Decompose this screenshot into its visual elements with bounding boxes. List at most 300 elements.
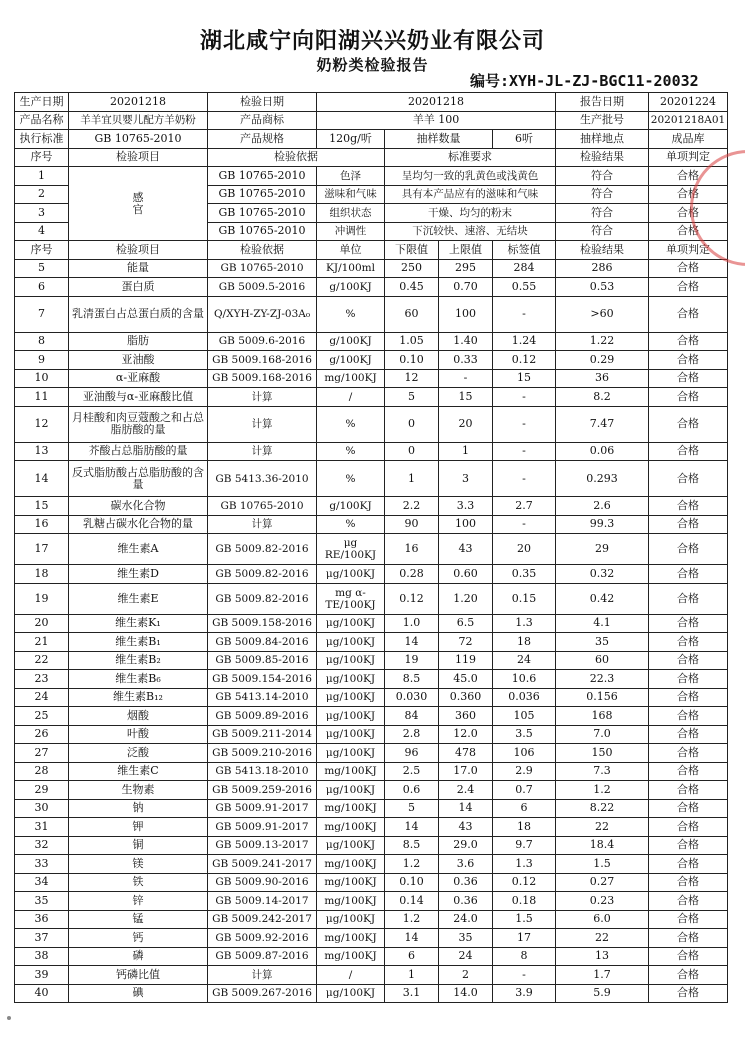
row-basis: 计算 xyxy=(208,515,317,534)
row-result: 0.23 xyxy=(556,892,649,911)
row-judgement: 合格 xyxy=(649,818,728,837)
row-upper-limit: 72 xyxy=(439,633,493,652)
row-upper-limit: 119 xyxy=(439,651,493,670)
sensory-requirement: 呈均匀一致的乳黄色或浅黄色 xyxy=(385,167,556,186)
row-lower-limit: 1.05 xyxy=(385,332,439,351)
row-label-value: 1.3 xyxy=(493,855,556,874)
sensory-basis: GB 10765-2010 xyxy=(208,204,317,223)
row-lower-limit: 0 xyxy=(385,406,439,442)
row-no: 21 xyxy=(15,633,69,652)
row-item: 烟酸 xyxy=(69,707,208,726)
table-row xyxy=(15,461,728,497)
row-basis: 计算 xyxy=(208,388,317,407)
row-lower-limit: 8.5 xyxy=(385,836,439,855)
row-judgement: 合格 xyxy=(649,633,728,652)
row-result: 5.9 xyxy=(556,984,649,1003)
row-label-value: 105 xyxy=(493,707,556,726)
row-unit: g/100KJ xyxy=(317,497,385,516)
row-label-value: 1.5 xyxy=(493,910,556,929)
row-result: 22 xyxy=(556,818,649,837)
row-label-value: - xyxy=(493,442,556,461)
row-item: 维生素B₁₂ xyxy=(69,688,208,707)
sample-place-value: 成品库 xyxy=(649,130,728,149)
row-judgement: 合格 xyxy=(649,744,728,763)
row-upper-limit: 29.0 xyxy=(439,836,493,855)
row-item: 月桂酸和肉豆蔻酸之和占总脂肪酸的量 xyxy=(69,406,208,442)
row-unit: mg/100KJ xyxy=(317,799,385,818)
row-basis: GB 5009.82-2016 xyxy=(208,534,317,565)
row-no: 22 xyxy=(15,651,69,670)
document-number xyxy=(470,70,699,91)
sensory-requirement: 干燥、均匀的粉末 xyxy=(385,204,556,223)
row-unit: % xyxy=(317,515,385,534)
row-basis: GB 5009.91-2017 xyxy=(208,799,317,818)
row-result: 1.2 xyxy=(556,781,649,800)
row-label-value: 15 xyxy=(493,369,556,388)
row-upper-limit: 2.4 xyxy=(439,781,493,800)
row-basis: 计算 xyxy=(208,406,317,442)
row-judgement: 合格 xyxy=(649,688,728,707)
table-row xyxy=(15,534,728,565)
header-no: 序号 xyxy=(15,241,69,260)
row-lower-limit: 0.030 xyxy=(385,688,439,707)
sample-qty-value: 6听 xyxy=(493,130,556,149)
sensory-requirement: 具有本产品应有的滋味和气味 xyxy=(385,185,556,204)
row-judgement: 合格 xyxy=(649,855,728,874)
row-no: 17 xyxy=(15,534,69,565)
row-unit: μg/100KJ xyxy=(317,984,385,1003)
table-row xyxy=(15,670,728,689)
sensory-judgement: 合格 xyxy=(649,204,728,223)
row-lower-limit: 1 xyxy=(385,966,439,985)
row-item: 维生素K₁ xyxy=(69,614,208,633)
sensory-header-item: 检验项目 xyxy=(69,148,208,167)
row-item: 维生素A xyxy=(69,534,208,565)
row-basis: GB 5413.36-2010 xyxy=(208,461,317,497)
row-label-value: 0.55 xyxy=(493,278,556,297)
row-lower-limit: 2.5 xyxy=(385,762,439,781)
row-unit: μg/100KJ xyxy=(317,744,385,763)
row-unit: mg/100KJ xyxy=(317,929,385,948)
row-unit: g/100KJ xyxy=(317,332,385,351)
row-result: 8.2 xyxy=(556,388,649,407)
row-judgement: 合格 xyxy=(649,910,728,929)
sensory-basis: GB 10765-2010 xyxy=(208,222,317,241)
row-judgement: 合格 xyxy=(649,565,728,584)
row-judgement: 合格 xyxy=(649,369,728,388)
row-basis: GB 5009.89-2016 xyxy=(208,707,317,726)
row-no: 30 xyxy=(15,799,69,818)
report-title: 奶粉类检验报告 xyxy=(316,56,429,74)
table-header-row xyxy=(15,241,728,260)
row-item: 维生素E xyxy=(69,583,208,614)
row-lower-limit: 19 xyxy=(385,651,439,670)
row-upper-limit: 0.36 xyxy=(439,873,493,892)
row-label-value: - xyxy=(493,388,556,407)
row-unit: mg/100KJ xyxy=(317,762,385,781)
header-basis: 检验依据 xyxy=(208,241,317,260)
row-lower-limit: 0 xyxy=(385,442,439,461)
report-date-value: 20201224 xyxy=(649,93,728,112)
row-result: 0.42 xyxy=(556,583,649,614)
row-lower-limit: 2.8 xyxy=(385,725,439,744)
row-label-value: 20 xyxy=(493,534,556,565)
row-upper-limit: 3.3 xyxy=(439,497,493,516)
row-upper-limit: 14 xyxy=(439,799,493,818)
row-lower-limit: 0.10 xyxy=(385,351,439,370)
row-judgement: 合格 xyxy=(649,497,728,516)
row-no: 11 xyxy=(15,388,69,407)
row-judgement: 合格 xyxy=(649,929,728,948)
row-lower-limit: 0.12 xyxy=(385,583,439,614)
row-upper-limit: 360 xyxy=(439,707,493,726)
row-label-value: - xyxy=(493,515,556,534)
row-lower-limit: 3.1 xyxy=(385,984,439,1003)
row-item: 镁 xyxy=(69,855,208,874)
row-lower-limit: 0.45 xyxy=(385,278,439,297)
sensory-header-judge: 单项判定 xyxy=(649,148,728,167)
row-upper-limit: 6.5 xyxy=(439,614,493,633)
row-basis: GB 5413.18-2010 xyxy=(208,762,317,781)
row-unit: / xyxy=(317,966,385,985)
table-row xyxy=(15,296,728,332)
prod-date-value: 20201218 xyxy=(69,93,208,112)
row-basis: GB 5009.158-2016 xyxy=(208,614,317,633)
product-name-label: 产品名称 xyxy=(15,111,69,130)
table-row xyxy=(15,278,728,297)
row-no: 35 xyxy=(15,892,69,911)
row-no: 38 xyxy=(15,947,69,966)
row-upper-limit: 45.0 xyxy=(439,670,493,689)
spec-label: 产品规格 xyxy=(208,130,317,149)
sensory-result: 符合 xyxy=(556,167,649,186)
row-no: 12 xyxy=(15,406,69,442)
table-row xyxy=(15,762,728,781)
row-upper-limit: 1.20 xyxy=(439,583,493,614)
row-no: 27 xyxy=(15,744,69,763)
row-no: 33 xyxy=(15,855,69,874)
row-judgement: 合格 xyxy=(649,614,728,633)
row-label-value: 106 xyxy=(493,744,556,763)
row-unit: μg RE/100KJ xyxy=(317,534,385,565)
row-label-value: 24 xyxy=(493,651,556,670)
row-item: 泛酸 xyxy=(69,744,208,763)
row-lower-limit: 1.2 xyxy=(385,910,439,929)
row-judgement: 合格 xyxy=(649,762,728,781)
table-row xyxy=(15,406,728,442)
row-upper-limit: 24 xyxy=(439,947,493,966)
row-upper-limit: 43 xyxy=(439,818,493,837)
row-item: 能量 xyxy=(69,259,208,278)
row-item: 维生素B₆ xyxy=(69,670,208,689)
sensory-header-no: 序号 xyxy=(15,148,69,167)
binding-hole xyxy=(7,1016,11,1020)
row-result: 0.29 xyxy=(556,351,649,370)
row-label-value: - xyxy=(493,461,556,497)
row-lower-limit: 0.10 xyxy=(385,873,439,892)
info-row-2 xyxy=(15,111,728,130)
row-label-value: 284 xyxy=(493,259,556,278)
row-upper-limit: 3.6 xyxy=(439,855,493,874)
row-lower-limit: 1.2 xyxy=(385,855,439,874)
row-label-value: 0.036 xyxy=(493,688,556,707)
header-high: 上限值 xyxy=(439,241,493,260)
row-judgement: 合格 xyxy=(649,534,728,565)
row-unit: mg/100KJ xyxy=(317,818,385,837)
sensory-judgement: 合格 xyxy=(649,222,728,241)
row-unit: μg/100KJ xyxy=(317,707,385,726)
sensory-result: 符合 xyxy=(556,204,649,223)
row-upper-limit: 43 xyxy=(439,534,493,565)
document-number-value: XYH-JL-ZJ-BGC11-20032 xyxy=(509,72,699,90)
row-lower-limit: 250 xyxy=(385,259,439,278)
row-judgement: 合格 xyxy=(649,296,728,332)
row-result: 2.6 xyxy=(556,497,649,516)
row-item: 碘 xyxy=(69,984,208,1003)
row-lower-limit: 90 xyxy=(385,515,439,534)
row-lower-limit: 96 xyxy=(385,744,439,763)
row-no: 18 xyxy=(15,565,69,584)
row-result: 29 xyxy=(556,534,649,565)
row-upper-limit: - xyxy=(439,369,493,388)
row-result: 1.7 xyxy=(556,966,649,985)
row-basis: GB 5009.259-2016 xyxy=(208,781,317,800)
table-row xyxy=(15,781,728,800)
row-item: 亚油酸 xyxy=(69,351,208,370)
sensory-no: 1 xyxy=(15,167,69,186)
row-judgement: 合格 xyxy=(649,461,728,497)
row-judgement: 合格 xyxy=(649,388,728,407)
prod-date-label: 生产日期 xyxy=(15,93,69,112)
row-result: 6.0 xyxy=(556,910,649,929)
row-no: 10 xyxy=(15,369,69,388)
row-result: 0.06 xyxy=(556,442,649,461)
row-item: 乳糖占碳水化合物的量 xyxy=(69,515,208,534)
row-unit: μg/100KJ xyxy=(317,725,385,744)
row-no: 16 xyxy=(15,515,69,534)
row-label-value: 0.15 xyxy=(493,583,556,614)
header-item: 检验项目 xyxy=(69,241,208,260)
row-result: 13 xyxy=(556,947,649,966)
sensory-header-row xyxy=(15,148,728,167)
row-no: 28 xyxy=(15,762,69,781)
row-no: 25 xyxy=(15,707,69,726)
row-judgement: 合格 xyxy=(649,278,728,297)
row-lower-limit: 5 xyxy=(385,388,439,407)
sensory-attribute: 色泽 xyxy=(317,167,385,186)
row-label-value: - xyxy=(493,296,556,332)
row-result: 8.22 xyxy=(556,799,649,818)
row-lower-limit: 12 xyxy=(385,369,439,388)
row-result: 60 xyxy=(556,651,649,670)
row-no: 15 xyxy=(15,497,69,516)
row-item: 生物素 xyxy=(69,781,208,800)
row-judgement: 合格 xyxy=(649,892,728,911)
row-result: 35 xyxy=(556,633,649,652)
row-item: 铜 xyxy=(69,836,208,855)
row-result: 0.32 xyxy=(556,565,649,584)
row-unit: KJ/100ml xyxy=(317,259,385,278)
row-judgement: 合格 xyxy=(649,583,728,614)
row-item: 脂肪 xyxy=(69,332,208,351)
row-upper-limit: 15 xyxy=(439,388,493,407)
table-row xyxy=(15,515,728,534)
table-row xyxy=(15,332,728,351)
info-row-1 xyxy=(15,93,728,112)
company-name: 湖北咸宁向阳湖兴兴奶业有限公司 xyxy=(199,28,545,54)
row-result: >60 xyxy=(556,296,649,332)
header-label: 标签值 xyxy=(493,241,556,260)
row-no: 23 xyxy=(15,670,69,689)
row-item: 蛋白质 xyxy=(69,278,208,297)
sample-place-label: 抽样地点 xyxy=(556,130,649,149)
row-unit: g/100KJ xyxy=(317,351,385,370)
row-result: 7.0 xyxy=(556,725,649,744)
row-label-value: 0.35 xyxy=(493,565,556,584)
row-no: 20 xyxy=(15,614,69,633)
row-judgement: 合格 xyxy=(649,725,728,744)
row-unit: μg/100KJ xyxy=(317,836,385,855)
header-low: 下限值 xyxy=(385,241,439,260)
batch-label: 生产批号 xyxy=(556,111,649,130)
row-upper-limit: 100 xyxy=(439,515,493,534)
row-label-value: 9.7 xyxy=(493,836,556,855)
row-basis: GB 5009.241-2017 xyxy=(208,855,317,874)
row-upper-limit: 1 xyxy=(439,442,493,461)
row-unit: μg/100KJ xyxy=(317,633,385,652)
row-unit: μg/100KJ xyxy=(317,910,385,929)
spec-value: 120g/听 xyxy=(317,130,385,149)
row-judgement: 合格 xyxy=(649,259,728,278)
row-unit: μg/100KJ xyxy=(317,688,385,707)
row-result: 36 xyxy=(556,369,649,388)
row-unit: % xyxy=(317,442,385,461)
row-item: 钠 xyxy=(69,799,208,818)
row-result: 0.27 xyxy=(556,873,649,892)
row-judgement: 合格 xyxy=(649,836,728,855)
table-row xyxy=(15,688,728,707)
row-basis: GB 5009.242-2017 xyxy=(208,910,317,929)
sensory-attribute: 滋味和气味 xyxy=(317,185,385,204)
row-label-value: 3.9 xyxy=(493,984,556,1003)
row-judgement: 合格 xyxy=(649,984,728,1003)
sensory-attribute: 冲调性 xyxy=(317,222,385,241)
row-lower-limit: 8.5 xyxy=(385,670,439,689)
row-label-value: 18 xyxy=(493,818,556,837)
row-unit: mg/100KJ xyxy=(317,855,385,874)
sensory-result: 符合 xyxy=(556,185,649,204)
table-row xyxy=(15,651,728,670)
row-lower-limit: 14 xyxy=(385,633,439,652)
table-row xyxy=(15,583,728,614)
row-no: 26 xyxy=(15,725,69,744)
row-item: 维生素D xyxy=(69,565,208,584)
batch-value: 20201218A01 xyxy=(649,111,728,130)
row-basis: GB 5009.91-2017 xyxy=(208,818,317,837)
row-no: 19 xyxy=(15,583,69,614)
table-row xyxy=(15,873,728,892)
row-basis: GB 5009.168-2016 xyxy=(208,351,317,370)
row-item: 反式脂肪酸占总脂肪酸的含量 xyxy=(69,461,208,497)
row-label-value: 2.9 xyxy=(493,762,556,781)
row-upper-limit: 1.40 xyxy=(439,332,493,351)
row-upper-limit: 0.360 xyxy=(439,688,493,707)
row-unit: μg/100KJ xyxy=(317,781,385,800)
table-row xyxy=(15,836,728,855)
row-upper-limit: 20 xyxy=(439,406,493,442)
row-unit: % xyxy=(317,461,385,497)
row-judgement: 合格 xyxy=(649,707,728,726)
row-unit: mg/100KJ xyxy=(317,892,385,911)
table-row xyxy=(15,910,728,929)
sensory-result: 符合 xyxy=(556,222,649,241)
row-basis: GB 5009.154-2016 xyxy=(208,670,317,689)
row-no: 32 xyxy=(15,836,69,855)
sensory-no: 3 xyxy=(15,204,69,223)
row-upper-limit: 12.0 xyxy=(439,725,493,744)
row-basis: GB 10765-2010 xyxy=(208,259,317,278)
row-lower-limit: 60 xyxy=(385,296,439,332)
standard-value: GB 10765-2010 xyxy=(69,130,208,149)
table-row xyxy=(15,799,728,818)
row-no: 7 xyxy=(15,296,69,332)
brand-value: 羊羊 100 xyxy=(317,111,556,130)
sensory-requirement: 下沉较快、速溶、无结块 xyxy=(385,222,556,241)
row-result: 22.3 xyxy=(556,670,649,689)
table-row xyxy=(15,565,728,584)
row-upper-limit: 0.36 xyxy=(439,892,493,911)
table-row xyxy=(15,984,728,1003)
row-item: 钙磷比值 xyxy=(69,966,208,985)
sensory-basis: GB 10765-2010 xyxy=(208,185,317,204)
inspection-table xyxy=(14,92,728,1003)
row-label-value: - xyxy=(493,966,556,985)
row-unit: mg/100KJ xyxy=(317,873,385,892)
table-row xyxy=(15,633,728,652)
test-date-label: 检验日期 xyxy=(208,93,317,112)
row-basis: GB 5009.82-2016 xyxy=(208,583,317,614)
row-unit: / xyxy=(317,388,385,407)
row-label-value: 17 xyxy=(493,929,556,948)
row-basis: 计算 xyxy=(208,966,317,985)
row-result: 99.3 xyxy=(556,515,649,534)
row-label-value: 6 xyxy=(493,799,556,818)
row-basis: GB 5009.85-2016 xyxy=(208,651,317,670)
row-judgement: 合格 xyxy=(649,799,728,818)
row-item: 铁 xyxy=(69,873,208,892)
row-unit: mg/100KJ xyxy=(317,369,385,388)
row-result: 0.293 xyxy=(556,461,649,497)
row-no: 8 xyxy=(15,332,69,351)
row-basis: GB 5009.14-2017 xyxy=(208,892,317,911)
row-lower-limit: 14 xyxy=(385,818,439,837)
row-lower-limit: 84 xyxy=(385,707,439,726)
table-row xyxy=(15,725,728,744)
table-row xyxy=(15,892,728,911)
row-item: 亚油酸与α-亚麻酸比值 xyxy=(69,388,208,407)
row-upper-limit: 478 xyxy=(439,744,493,763)
row-lower-limit: 5 xyxy=(385,799,439,818)
sensory-no: 4 xyxy=(15,222,69,241)
row-result: 1.22 xyxy=(556,332,649,351)
row-basis: GB 5413.14-2010 xyxy=(208,688,317,707)
row-basis: GB 5009.210-2016 xyxy=(208,744,317,763)
row-item: 叶酸 xyxy=(69,725,208,744)
row-result: 7.47 xyxy=(556,406,649,442)
row-lower-limit: 16 xyxy=(385,534,439,565)
row-no: 31 xyxy=(15,818,69,837)
row-result: 168 xyxy=(556,707,649,726)
